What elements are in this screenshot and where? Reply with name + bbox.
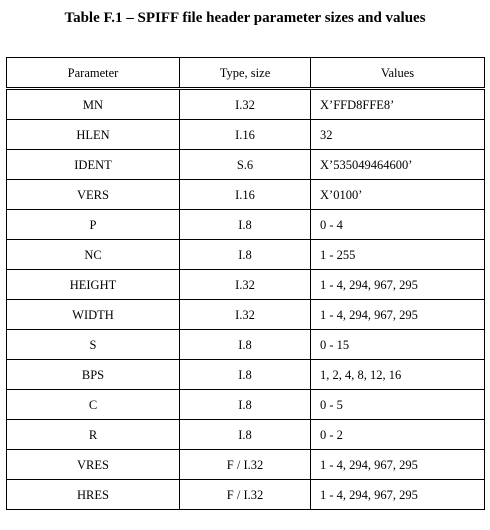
table-row [7,300,485,330]
table-row [7,120,485,150]
parameter-cell: WIDTH [7,300,180,330]
table-row [7,330,485,360]
parameter-cell: IDENT [7,150,180,180]
type-size-cell: I.32 [180,270,311,300]
parameter-cell: S [7,330,180,360]
values-cell: 1 - 4, 294, 967, 295 [311,300,485,330]
table-row [7,390,485,420]
values-cell: 1 - 4, 294, 967, 295 [311,480,485,510]
parameter-cell: P [7,210,180,240]
type-size-cell: I.32 [180,89,311,120]
header-parameter: Parameter [7,58,180,89]
table-row [7,270,485,300]
type-size-cell: I.8 [180,390,311,420]
type-size-cell: F / I.32 [180,450,311,480]
parameter-cell: VRES [7,450,180,480]
parameter-cell: HEIGHT [7,270,180,300]
spiff-parameter-table [6,57,485,510]
table-row [7,360,485,390]
values-cell: 0 - 5 [311,390,485,420]
table-row [7,180,485,210]
parameter-cell: HRES [7,480,180,510]
parameter-cell: R [7,420,180,450]
values-cell: 1 - 255 [311,240,485,270]
parameter-cell: NC [7,240,180,270]
values-cell: 0 - 15 [311,330,485,360]
parameter-cell: BPS [7,360,180,390]
type-size-cell: F / I.32 [180,480,311,510]
type-size-cell: I.16 [180,120,311,150]
type-size-cell: I.8 [180,420,311,450]
values-cell: 1 - 4, 294, 967, 295 [311,450,485,480]
type-size-cell: I.8 [180,330,311,360]
table-row [7,420,485,450]
table-row [7,210,485,240]
type-size-cell: I.32 [180,300,311,330]
values-cell: 1 - 4, 294, 967, 295 [311,270,485,300]
type-size-cell: S.6 [180,150,311,180]
values-cell: 32 [311,120,485,150]
values-cell: 1, 2, 4, 8, 12, 16 [311,360,485,390]
values-cell: X’0100’ [311,180,485,210]
type-size-cell: I.8 [180,360,311,390]
table-row [7,150,485,180]
values-cell: X’535049464600’ [311,150,485,180]
type-size-cell: I.8 [180,240,311,270]
parameter-cell: C [7,390,180,420]
parameter-cell: VERS [7,180,180,210]
header-values: Values [311,58,485,89]
table-row [7,89,485,120]
table-row [7,450,485,480]
table-row [7,240,485,270]
values-cell: 0 - 2 [311,420,485,450]
table-row [7,480,485,510]
type-size-cell: I.8 [180,210,311,240]
values-cell: 0 - 4 [311,210,485,240]
header-type-size: Type, size [180,58,311,89]
type-size-cell: I.16 [180,180,311,210]
table-caption: Table F.1 – SPIFF file header parameter sizes and values [64,10,426,26]
parameter-cell: HLEN [7,120,180,150]
table-header-row [7,58,485,89]
parameter-cell: MN [7,89,180,120]
values-cell: X’FFD8FFE8’ [311,89,485,120]
